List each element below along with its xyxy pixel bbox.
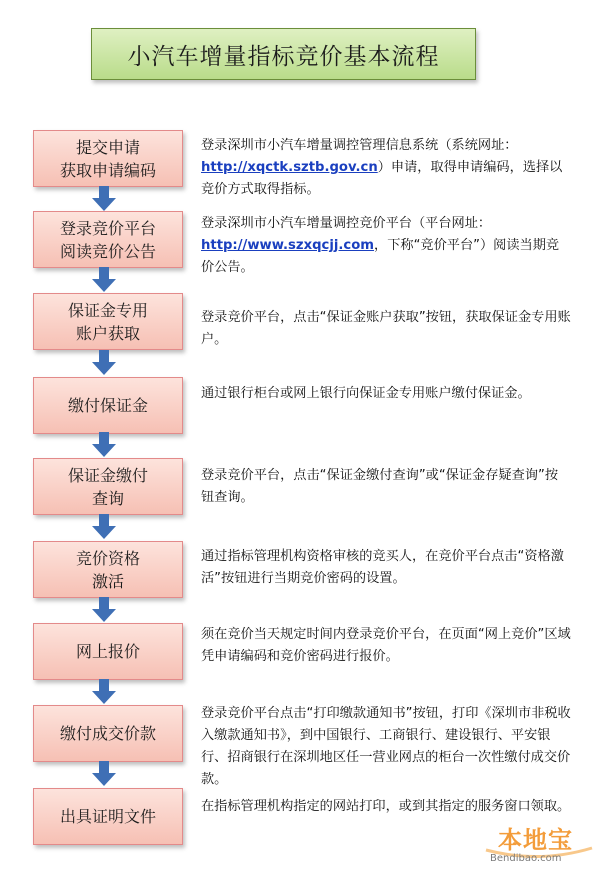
logo-text: 本地宝 — [498, 826, 573, 854]
step-2-description — [201, 213, 571, 279]
step-4-description — [201, 383, 571, 405]
description-text: 登录竞价平台，点击“保证金缴付查询”或“保证金存疑查询”按钮查询。 — [201, 468, 559, 505]
step-5-description — [201, 465, 571, 509]
step-1-description — [201, 135, 571, 201]
down-arrow-icon — [91, 514, 117, 540]
step-6-box — [33, 541, 183, 598]
step-1-box — [33, 130, 183, 187]
step-4-label: 缴付保证金 — [67, 396, 148, 415]
step-6-label: 竞价资格 激活 — [75, 548, 140, 591]
step-8-box — [33, 705, 183, 762]
down-arrow-icon — [91, 186, 117, 212]
url-link[interactable]: http://www.szxqcjj.com — [201, 238, 375, 253]
step-5-box — [33, 458, 183, 515]
description-text: 登录竞价平台点击“打印缴款通知书”按钮，打印《深圳市非税收入缴款通知书》，到中国银行、工商银行、建设银行、平安银行、招商银行在深圳地区任一营业网点的柜台一次性缴付成交价款。 — [201, 706, 571, 787]
step-3-box — [33, 293, 183, 350]
step-3-label: 保证金专用 账户获取 — [67, 300, 148, 343]
down-arrow-icon — [91, 432, 117, 458]
description-text: 登录深圳市小汽车增量调控竞价平台（平台网址： — [201, 216, 492, 231]
description-text: 通过银行柜台或网上银行向保证金专用账户缴付保证金。 — [201, 386, 531, 401]
down-arrow-icon — [91, 761, 117, 787]
description-text: 须在竞价当天规定时间内登录竞价平台，在页面“网上竞价”区域凭申请编码和竞价密码进行报价。 — [201, 627, 571, 664]
bendibao-logo — [484, 820, 594, 868]
description-text: 登录深圳市小汽车增量调控管理信息系统（系统网址： — [201, 138, 518, 153]
diagram-title: 小汽车增量指标竞价基本流程 — [91, 28, 476, 80]
step-8-label: 缴付成交价款 — [59, 724, 156, 743]
description-text: ）申请，取得申请编码，选择以竞价方式取得指标。 — [201, 160, 563, 197]
step-4-box — [33, 377, 183, 434]
down-arrow-icon — [91, 350, 117, 376]
step-9-box — [33, 788, 183, 845]
logo-url: Bendibao.com — [490, 853, 562, 864]
step-6-description — [201, 546, 571, 590]
step-7-box — [33, 623, 183, 680]
step-9-label: 出具证明文件 — [59, 807, 156, 826]
down-arrow-icon — [91, 679, 117, 705]
description-text: 通过指标管理机构资格审核的竞买人，在竞价平台点击“资格激活”按钮进行当期竞价密码的设置。 — [201, 549, 564, 586]
url-link[interactable]: http://xqctk.sztb.gov.cn — [201, 160, 378, 175]
step-3-description — [201, 307, 571, 351]
step-2-box — [33, 211, 183, 268]
step-5-label: 保证金缴付 查询 — [67, 465, 148, 508]
down-arrow-icon — [91, 597, 117, 623]
step-7-label: 网上报价 — [75, 642, 140, 661]
step-2-label: 登录竞价平台 阅读竞价公告 — [59, 218, 156, 261]
step-7-description — [201, 624, 571, 668]
description-text: 登录竞价平台，点击“保证金账户获取”按钮，获取保证金专用账户。 — [201, 310, 571, 347]
down-arrow-icon — [91, 267, 117, 293]
step-1-label: 提交申请 获取申请编码 — [59, 137, 156, 180]
description-text: ，下称“竞价平台”）阅读当期竞价公告。 — [201, 238, 560, 275]
step-8-description — [201, 703, 571, 791]
step-9-description — [201, 796, 571, 818]
description-text: 在指标管理机构指定的网站打印，或到其指定的服务窗口领取。 — [201, 799, 571, 814]
